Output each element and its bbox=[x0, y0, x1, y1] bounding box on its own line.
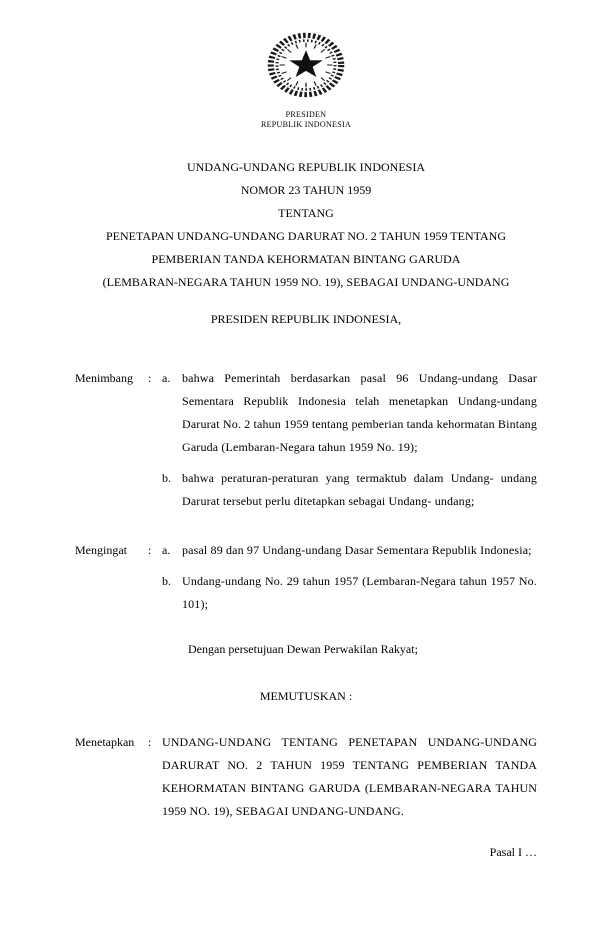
menetapkan-text: UNDANG-UNDANG TENTANG PENETAPAN UNDANG-UNDANG DARURAT NO. 2 TAHUN 1959 TENTANG PEMBERIAN TANDA KEHORMATAN BINTANG GARUDA (LEMBARAN-NEGARA TAHUN 1959 NO. 19), SEBAGAI UNDANG-UNDANG. bbox=[162, 735, 537, 818]
label-colon: : bbox=[148, 543, 152, 557]
section-menimbang bbox=[75, 367, 537, 513]
item-marker: a. bbox=[162, 543, 171, 557]
mengingat-item-a bbox=[75, 539, 537, 562]
document-header bbox=[75, 28, 537, 130]
item-text: pasal 89 dan 97 Undang-undang Dasar Sementara Republik Indonesia; bbox=[182, 543, 532, 557]
item-marker: b. bbox=[162, 471, 171, 485]
document-title bbox=[75, 156, 537, 294]
label-colon: : bbox=[148, 735, 152, 749]
letterhead-republik-indonesia: REPUBLIK INDONESIA bbox=[260, 120, 352, 129]
item-text: bahwa peraturan-peraturan yang termaktub dalam Undang- undang Darurat tersebut perlu ditetapkan sebagai Undang- undang; bbox=[182, 471, 537, 508]
title-line-6: (LEMBARAN-NEGARA TAHUN 1959 NO. 19), SEBAGAI UNDANG-UNDANG bbox=[102, 275, 510, 289]
title-line-3: TENTANG bbox=[278, 206, 334, 220]
spacer bbox=[75, 570, 148, 616]
letterhead bbox=[75, 110, 537, 130]
label-colon: : bbox=[148, 371, 152, 385]
title-line-1: UNDANG-UNDANG REPUBLIK INDONESIA bbox=[187, 160, 425, 174]
title-line-5: PEMBERIAN TANDA KEHORMATAN BINTANG GARUDA bbox=[151, 252, 461, 266]
section-label-menetapkan: Menetapkan bbox=[75, 735, 135, 749]
salutation: PRESIDEN REPUBLIK INDONESIA, bbox=[210, 312, 402, 326]
national-emblem-icon bbox=[262, 91, 350, 105]
section-label-mengingat: Mengingat bbox=[75, 543, 127, 557]
menimbang-item-a bbox=[75, 367, 537, 459]
agreement-line: Dengan persetujuan Dewan Perwakilan Rakyat; bbox=[188, 642, 418, 656]
item-marker: a. bbox=[162, 371, 171, 385]
mengingat-item-b bbox=[75, 570, 537, 616]
page-continuation-marker: Pasal I … bbox=[489, 845, 537, 859]
decision-heading: MEMUTUSKAN : bbox=[259, 689, 353, 703]
title-line-4: PENETAPAN UNDANG-UNDANG DARURAT NO. 2 TAHUN 1959 TENTANG bbox=[105, 229, 506, 243]
title-line-2: NOMOR 23 TAHUN 1959 bbox=[240, 183, 372, 197]
section-mengingat bbox=[75, 539, 537, 616]
spacer bbox=[148, 467, 162, 513]
item-marker: b. bbox=[162, 574, 171, 588]
section-label-menimbang: Menimbang bbox=[75, 371, 133, 385]
menimbang-item-b bbox=[75, 467, 537, 513]
spacer bbox=[148, 570, 162, 616]
item-text: Undang-undang No. 29 tahun 1957 (Lembaran-Negara tahun 1957 No. 101); bbox=[182, 574, 537, 611]
section-menetapkan bbox=[75, 731, 537, 823]
letterhead-presiden: PRESIDEN bbox=[285, 110, 327, 119]
spacer bbox=[75, 467, 148, 513]
item-text: bahwa Pemerintah berdasarkan pasal 96 Undang-undang Dasar Sementara Republik Indonesia telah menetapkan Undang-undang Darurat No. 2 tahun 1959 tentang pemberian tanda kehormatan Bintang Garuda (Lembaran-Negara tahun 1959 No. 19); bbox=[182, 371, 537, 454]
